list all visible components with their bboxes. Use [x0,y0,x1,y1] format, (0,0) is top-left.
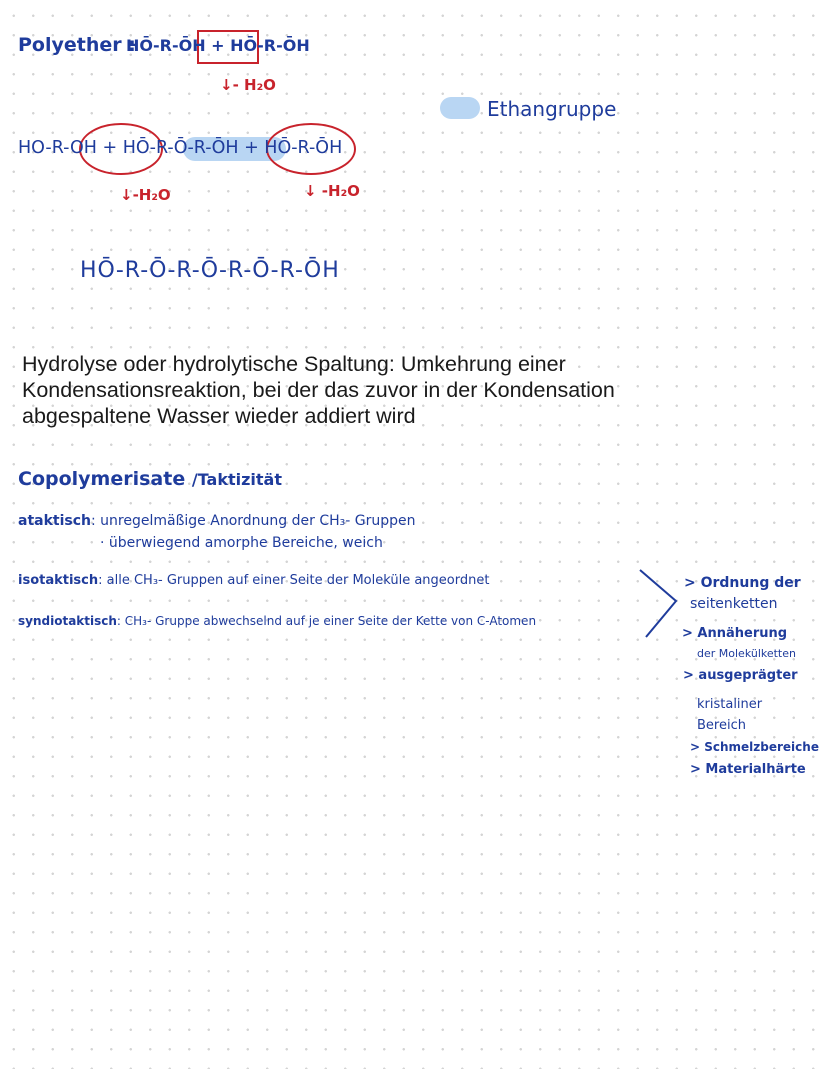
syndiotaktisch-desc: : CH₃- Gruppe abwechselnd auf je einer Seite der Kette von C-Atomen [116,614,537,628]
product-formula: HŌ-R-Ō-R-Ō-R-Ō-R-ŌH [80,258,340,283]
isotaktisch-row [18,573,489,588]
effect-1: > Ordnung der [684,575,801,591]
syndiotaktisch-row [18,614,536,628]
definition-line-3: abgespaltene Wasser wieder addiert wird [22,404,416,428]
legend-swatch [440,97,480,119]
copolymer-heading-main: Copolymerisate [18,468,186,490]
definition-line-2: Kondensationsreaktion, bei der das zuvor in der Kondensation [22,378,615,402]
polyether-label: Polyether : [18,34,136,56]
reaction-arrow-left: ↓-H₂O [120,186,171,204]
isotaktisch-term: isotaktisch [18,573,99,588]
copolymer-heading-sub: /Taktizität [191,470,282,489]
reaction-formula: HO-R-OH + HŌ-R-Ō-R-ŌH + HŌ-R-ŌH [18,138,343,158]
bracket-mark [640,570,676,637]
definition-line-1: Hydrolyse oder hydrolytische Spaltung: Umkehrung einer [22,352,566,376]
legend-label: Ethangruppe [487,97,617,121]
reaction-arrow-right: ↓ -H₂O [304,182,360,200]
effect-3b: kristaliner [697,697,763,712]
ataktisch-term: ataktisch [18,513,91,529]
polyether-arrow-label: ↓- H₂O [220,76,276,94]
hydrolyse-definition [22,351,615,429]
effect-1b: seitenketten [690,596,778,612]
ataktisch-row [18,513,415,529]
effect-2b: der Molekülketten [697,647,796,660]
effect-3: > ausgeprägter [683,668,798,683]
effect-5: > Materialhärte [690,762,806,777]
syndiotaktisch-term: syndiotaktisch [18,614,117,628]
effect-4: > Schmelzbereiche [690,740,819,754]
isotaktisch-desc: : alle CH₃- Gruppen auf einer Seite der Moleküle angeordnet [98,573,490,588]
ataktisch-desc-2: · überwiegend amorphe Bereiche, weich [100,535,383,551]
copolymer-heading [18,468,282,490]
polyether-formula: HŌ-R-ŌH + HŌ-R-ŌH [126,36,310,55]
effect-3c: Bereich [697,718,746,733]
ataktisch-desc-1: : unregelmäßige Anordnung der CH₃- Gruppen [91,513,416,529]
effect-2: > Annäherung [682,626,788,641]
